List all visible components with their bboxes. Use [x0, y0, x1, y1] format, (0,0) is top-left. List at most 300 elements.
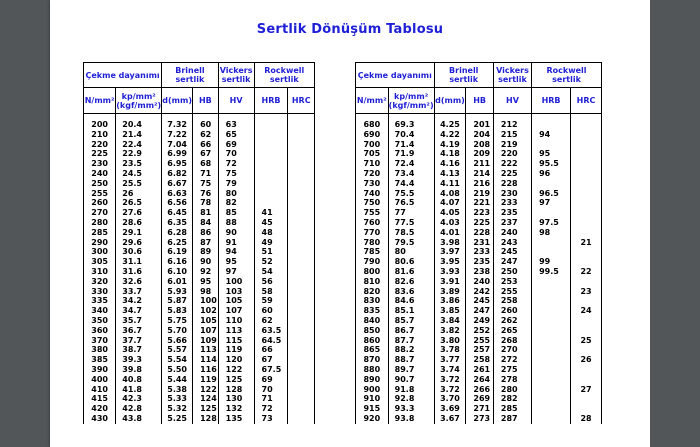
- cell-brinell-d-mm: 4.08: [434, 189, 466, 199]
- cell-tensile-kp-mm2: 92.8: [388, 394, 434, 404]
- cell-tensile-kp-mm2: 80: [388, 247, 434, 257]
- cell-rockwell-hrc: [288, 159, 315, 169]
- cell-brinell-d-mm: 3.72: [434, 385, 466, 395]
- cell-rockwell-hrb: [532, 345, 571, 355]
- header-hv: HV: [493, 88, 531, 114]
- cell-brinell-hb: 247: [466, 306, 493, 316]
- cell-tensile-kp-mm2: 79.5: [388, 238, 434, 248]
- table-row: [356, 247, 602, 257]
- cell-rockwell-hrb: 95.5: [532, 159, 571, 169]
- cell-vickers-hv: 70: [218, 149, 254, 159]
- cell-rockwell-hrb: [254, 149, 288, 159]
- cell-brinell-hb: 109: [193, 336, 219, 346]
- cell-rockwell-hrc: [288, 365, 315, 375]
- table-row: [356, 149, 602, 159]
- cell-tensile-n-mm2: 920: [356, 414, 389, 424]
- cell-vickers-hv: 222: [493, 159, 531, 169]
- cell-brinell-d-mm: 6.01: [162, 277, 193, 287]
- header-hrb: HRB: [532, 88, 571, 114]
- cell-brinell-d-mm: 3.80: [434, 336, 466, 346]
- cell-brinell-hb: 102: [193, 306, 219, 316]
- table-row: [356, 414, 602, 424]
- cell-rockwell-hrb: [254, 189, 288, 199]
- cell-brinell-hb: 204: [466, 130, 493, 140]
- cell-rockwell-hrb: [532, 336, 571, 346]
- cell-vickers-hv: 237: [493, 218, 531, 228]
- table-row: [356, 179, 602, 189]
- cell-brinell-hb: 100: [193, 296, 219, 306]
- table-row: [84, 336, 315, 346]
- cell-brinell-hb: 98: [193, 287, 219, 297]
- cell-rockwell-hrb: 49: [254, 238, 288, 248]
- cell-brinell-d-mm: 4.07: [434, 198, 466, 208]
- cell-brinell-d-mm: 7.22: [162, 130, 193, 140]
- cell-tensile-kp-mm2: 26: [116, 189, 162, 199]
- table-row: [356, 385, 602, 395]
- cell-tensile-kp-mm2: 43.8: [116, 414, 162, 424]
- cell-rockwell-hrb: 97: [532, 198, 571, 208]
- cell-brinell-hb: 114: [193, 355, 219, 365]
- cell-brinell-d-mm: 6.16: [162, 257, 193, 267]
- cell-tensile-n-mm2: 420: [84, 404, 116, 414]
- cell-brinell-hb: 208: [466, 140, 493, 150]
- cell-rockwell-hrb: 51: [254, 247, 288, 257]
- cell-vickers-hv: 233: [493, 198, 531, 208]
- cell-vickers-hv: 245: [493, 247, 531, 257]
- cell-brinell-d-mm: 3.84: [434, 316, 466, 326]
- cell-tensile-n-mm2: 700: [356, 140, 389, 150]
- cell-rockwell-hrb: 56: [254, 277, 288, 287]
- cell-brinell-d-mm: 3.86: [434, 296, 466, 306]
- cell-tensile-n-mm2: 860: [356, 336, 389, 346]
- cell-brinell-hb: 257: [466, 345, 493, 355]
- cell-brinell-d-mm: 6.63: [162, 189, 193, 199]
- cell-vickers-hv: 65: [218, 130, 254, 140]
- cell-vickers-hv: 247: [493, 257, 531, 267]
- table-row: [356, 198, 602, 208]
- cell-rockwell-hrc: [571, 140, 602, 150]
- cell-vickers-hv: 132: [218, 404, 254, 414]
- cell-rockwell-hrc: [288, 385, 315, 395]
- cell-brinell-d-mm: 3.93: [434, 267, 466, 277]
- cell-brinell-hb: 60: [193, 120, 219, 130]
- cell-rockwell-hrc: [288, 414, 315, 424]
- cell-tensile-kp-mm2: 76.5: [388, 198, 434, 208]
- cell-tensile-n-mm2: 720: [356, 169, 389, 179]
- cell-rockwell-hrb: 94: [532, 130, 571, 140]
- cell-vickers-hv: 115: [218, 336, 254, 346]
- cell-tensile-n-mm2: 865: [356, 345, 389, 355]
- cell-rockwell-hrb: 66: [254, 345, 288, 355]
- cell-rockwell-hrc: [571, 394, 602, 404]
- cell-tensile-kp-mm2: 84.6: [388, 296, 434, 306]
- table-row: [84, 277, 315, 287]
- cell-rockwell-hrc: [288, 208, 315, 218]
- cell-brinell-hb: 249: [466, 316, 493, 326]
- cell-tensile-n-mm2: 385: [84, 355, 116, 365]
- cell-rockwell-hrb: [532, 326, 571, 336]
- table-row: [84, 394, 315, 404]
- cell-brinell-d-mm: 5.32: [162, 404, 193, 414]
- cell-brinell-d-mm: 4.11: [434, 179, 466, 189]
- table-row: [356, 326, 602, 336]
- header-hv: HV: [218, 88, 254, 114]
- cell-tensile-kp-mm2: 86.7: [388, 326, 434, 336]
- cell-tensile-n-mm2: 230: [84, 159, 116, 169]
- cell-brinell-hb: 62: [193, 130, 219, 140]
- cell-brinell-hb: 233: [466, 247, 493, 257]
- cell-tensile-n-mm2: 270: [84, 208, 116, 218]
- cell-rockwell-hrb: 96.5: [532, 189, 571, 199]
- cell-rockwell-hrb: [532, 316, 571, 326]
- cell-tensile-kp-mm2: 29.6: [116, 238, 162, 248]
- table-row: [356, 140, 602, 150]
- header-brinell: Brinell sertlik: [434, 63, 493, 88]
- cell-vickers-hv: 253: [493, 277, 531, 287]
- table-row: [84, 198, 315, 208]
- cell-rockwell-hrc: [288, 277, 315, 287]
- table-row: [356, 355, 602, 365]
- table-row: [84, 189, 315, 199]
- cell-tensile-n-mm2: 740: [356, 189, 389, 199]
- cell-brinell-hb: 89: [193, 247, 219, 257]
- cell-tensile-n-mm2: 340: [84, 306, 116, 316]
- cell-tensile-n-mm2: 705: [356, 149, 389, 159]
- cell-tensile-kp-mm2: 27.6: [116, 208, 162, 218]
- cell-rockwell-hrb: [532, 238, 571, 248]
- cell-rockwell-hrb: 60: [254, 306, 288, 316]
- cell-vickers-hv: 260: [493, 306, 531, 316]
- page-title: Sertlik Dönüşüm Tablosu: [256, 22, 444, 37]
- cell-vickers-hv: 243: [493, 238, 531, 248]
- cell-brinell-hb: 86: [193, 228, 219, 238]
- cell-tensile-kp-mm2: 69.3: [388, 120, 434, 130]
- cell-brinell-d-mm: 5.75: [162, 316, 193, 326]
- cell-tensile-n-mm2: 380: [84, 345, 116, 355]
- cell-vickers-hv: 215: [493, 130, 531, 140]
- cell-brinell-hb: 116: [193, 365, 219, 375]
- cell-brinell-hb: 273: [466, 414, 493, 424]
- cell-brinell-d-mm: 4.25: [434, 120, 466, 130]
- cell-rockwell-hrb: [532, 394, 571, 404]
- cell-brinell-hb: 258: [466, 355, 493, 365]
- cell-tensile-kp-mm2: 23.5: [116, 159, 162, 169]
- table-row: [84, 316, 315, 326]
- cell-brinell-d-mm: 5.38: [162, 385, 193, 395]
- cell-vickers-hv: 107: [218, 306, 254, 316]
- cell-rockwell-hrc: 28: [571, 414, 602, 424]
- cell-brinell-hb: 245: [466, 296, 493, 306]
- cell-rockwell-hrb: 69: [254, 375, 288, 385]
- cell-brinell-hb: 75: [193, 179, 219, 189]
- cell-brinell-d-mm: 6.67: [162, 179, 193, 189]
- cell-brinell-d-mm: 3.91: [434, 277, 466, 287]
- cell-rockwell-hrc: [571, 247, 602, 257]
- cell-rockwell-hrb: [254, 169, 288, 179]
- cell-vickers-hv: 88: [218, 218, 254, 228]
- cell-rockwell-hrc: [288, 120, 315, 130]
- cell-vickers-hv: 235: [493, 208, 531, 218]
- cell-brinell-d-mm: 6.25: [162, 238, 193, 248]
- cell-brinell-d-mm: 3.72: [434, 375, 466, 385]
- cell-brinell-d-mm: 3.70: [434, 394, 466, 404]
- cell-vickers-hv: 75: [218, 169, 254, 179]
- cell-rockwell-hrc: [571, 169, 602, 179]
- cell-rockwell-hrb: 67.5: [254, 365, 288, 375]
- cell-rockwell-hrb: 70: [254, 385, 288, 395]
- cell-vickers-hv: 91: [218, 238, 254, 248]
- cell-brinell-d-mm: 4.03: [434, 218, 466, 228]
- cell-tensile-n-mm2: 390: [84, 365, 116, 375]
- cell-vickers-hv: 130: [218, 394, 254, 404]
- header-n-mm2: N/mm²: [356, 88, 389, 114]
- table-row: [356, 120, 602, 130]
- cell-brinell-d-mm: 7.04: [162, 140, 193, 150]
- cell-rockwell-hrc: [288, 355, 315, 365]
- header-hb: HB: [466, 88, 493, 114]
- viewer-gutter-right: [650, 0, 700, 447]
- document-page: [50, 0, 650, 447]
- cell-rockwell-hrb: 99: [532, 257, 571, 267]
- cell-brinell-d-mm: 6.35: [162, 218, 193, 228]
- cell-rockwell-hrc: [571, 179, 602, 189]
- table-row: [84, 238, 315, 248]
- cell-rockwell-hrc: [288, 326, 315, 336]
- cell-rockwell-hrb: [532, 404, 571, 414]
- cell-brinell-d-mm: 4.16: [434, 159, 466, 169]
- cell-brinell-d-mm: 6.82: [162, 169, 193, 179]
- table-row: [84, 247, 315, 257]
- cell-tensile-n-mm2: 800: [356, 267, 389, 277]
- cell-brinell-d-mm: 3.95: [434, 257, 466, 267]
- cell-rockwell-hrc: [288, 345, 315, 355]
- cell-brinell-d-mm: 6.56: [162, 198, 193, 208]
- conversion-table-left: [83, 62, 315, 424]
- cell-rockwell-hrc: [288, 189, 315, 199]
- cell-rockwell-hrc: [288, 287, 315, 297]
- cell-vickers-hv: 240: [493, 228, 531, 238]
- cell-rockwell-hrb: 54: [254, 267, 288, 277]
- cell-rockwell-hrc: [571, 198, 602, 208]
- cell-rockwell-hrb: 73: [254, 414, 288, 424]
- cell-vickers-hv: 287: [493, 414, 531, 424]
- cell-vickers-hv: 228: [493, 179, 531, 189]
- cell-rockwell-hrc: [571, 189, 602, 199]
- cell-vickers-hv: 79: [218, 179, 254, 189]
- cell-tensile-kp-mm2: 26.5: [116, 198, 162, 208]
- table-row: [84, 120, 315, 130]
- cell-tensile-kp-mm2: 34.2: [116, 296, 162, 306]
- cell-tensile-n-mm2: 880: [356, 365, 389, 375]
- cell-rockwell-hrc: [571, 365, 602, 375]
- cell-tensile-n-mm2: 915: [356, 404, 389, 414]
- cell-tensile-n-mm2: 320: [84, 277, 116, 287]
- cell-tensile-kp-mm2: 22.4: [116, 140, 162, 150]
- table-row: [356, 336, 602, 346]
- cell-tensile-n-mm2: 255: [84, 189, 116, 199]
- cell-vickers-hv: 272: [493, 355, 531, 365]
- cell-vickers-hv: 72: [218, 159, 254, 169]
- cell-brinell-hb: 71: [193, 169, 219, 179]
- cell-rockwell-hrc: [288, 198, 315, 208]
- cell-brinell-d-mm: 3.98: [434, 238, 466, 248]
- cell-brinell-d-mm: 6.45: [162, 208, 193, 218]
- cell-brinell-hb: 255: [466, 336, 493, 346]
- cell-brinell-d-mm: 5.66: [162, 336, 193, 346]
- table-row: [84, 414, 315, 424]
- cell-vickers-hv: 94: [218, 247, 254, 257]
- cell-rockwell-hrb: [254, 120, 288, 130]
- cell-rockwell-hrc: [288, 149, 315, 159]
- cell-tensile-n-mm2: 755: [356, 208, 389, 218]
- cell-tensile-n-mm2: 400: [84, 375, 116, 385]
- cell-vickers-hv: 110: [218, 316, 254, 326]
- cell-tensile-n-mm2: 350: [84, 316, 116, 326]
- cell-brinell-d-mm: 5.87: [162, 296, 193, 306]
- cell-brinell-d-mm: 5.50: [162, 365, 193, 375]
- cell-rockwell-hrc: 25: [571, 336, 602, 346]
- cell-tensile-kp-mm2: 75.5: [388, 189, 434, 199]
- cell-tensile-kp-mm2: 42.8: [116, 404, 162, 414]
- cell-tensile-n-mm2: 830: [356, 296, 389, 306]
- cell-vickers-hv: 258: [493, 296, 531, 306]
- cell-brinell-hb: 107: [193, 326, 219, 336]
- cell-tensile-kp-mm2: 32.6: [116, 277, 162, 287]
- cell-rockwell-hrc: [571, 404, 602, 414]
- table-row: [84, 179, 315, 189]
- cell-vickers-hv: 262: [493, 316, 531, 326]
- cell-rockwell-hrc: [571, 228, 602, 238]
- cell-vickers-hv: 82: [218, 198, 254, 208]
- cell-tensile-kp-mm2: 28.6: [116, 218, 162, 228]
- cell-tensile-kp-mm2: 85.7: [388, 316, 434, 326]
- cell-brinell-hb: 225: [466, 218, 493, 228]
- cell-vickers-hv: 103: [218, 287, 254, 297]
- cell-tensile-kp-mm2: 80.6: [388, 257, 434, 267]
- table-row: [356, 257, 602, 267]
- cell-tensile-kp-mm2: 33.7: [116, 287, 162, 297]
- cell-rockwell-hrc: [288, 247, 315, 257]
- cell-vickers-hv: 282: [493, 394, 531, 404]
- cell-vickers-hv: 95: [218, 257, 254, 267]
- cell-brinell-d-mm: 3.77: [434, 355, 466, 365]
- table-row: [356, 287, 602, 297]
- cell-tensile-n-mm2: 850: [356, 326, 389, 336]
- table-row: [356, 159, 602, 169]
- cell-tensile-n-mm2: 410: [84, 385, 116, 395]
- cell-brinell-d-mm: 5.83: [162, 306, 193, 316]
- cell-vickers-hv: 85: [218, 208, 254, 218]
- cell-tensile-kp-mm2: 70.4: [388, 130, 434, 140]
- cell-rockwell-hrb: [532, 306, 571, 316]
- cell-tensile-kp-mm2: 82.6: [388, 277, 434, 287]
- cell-brinell-hb: 67: [193, 149, 219, 159]
- cell-tensile-n-mm2: 730: [356, 179, 389, 189]
- cell-brinell-hb: 235: [466, 257, 493, 267]
- cell-brinell-hb: 238: [466, 267, 493, 277]
- cell-tensile-kp-mm2: 25.5: [116, 179, 162, 189]
- cell-brinell-d-mm: 4.05: [434, 208, 466, 218]
- cell-vickers-hv: 119: [218, 345, 254, 355]
- cell-rockwell-hrc: [288, 179, 315, 189]
- table-row: [84, 257, 315, 267]
- cell-tensile-n-mm2: 690: [356, 130, 389, 140]
- cell-brinell-d-mm: 4.22: [434, 130, 466, 140]
- cell-brinell-hb: 119: [193, 375, 219, 385]
- header-kp-mm2: kp/mm² (kgf/mm²): [388, 88, 434, 114]
- cell-tensile-n-mm2: 200: [84, 120, 116, 130]
- cell-tensile-n-mm2: 285: [84, 228, 116, 238]
- table-row: [356, 296, 602, 306]
- cell-brinell-hb: 105: [193, 316, 219, 326]
- cell-rockwell-hrb: 59: [254, 296, 288, 306]
- cell-rockwell-hrb: 52: [254, 257, 288, 267]
- cell-tensile-n-mm2: 360: [84, 326, 116, 336]
- table-row: [84, 306, 315, 316]
- cell-tensile-n-mm2: 220: [84, 140, 116, 150]
- header-d-mm: d(mm): [162, 88, 193, 114]
- cell-brinell-hb: 252: [466, 326, 493, 336]
- cell-tensile-n-mm2: 840: [356, 316, 389, 326]
- cell-tensile-kp-mm2: 90.7: [388, 375, 434, 385]
- cell-tensile-n-mm2: 760: [356, 218, 389, 228]
- cell-brinell-hb: 223: [466, 208, 493, 218]
- cell-vickers-hv: 100: [218, 277, 254, 287]
- cell-brinell-hb: 90: [193, 257, 219, 267]
- table-row: [84, 345, 315, 355]
- cell-rockwell-hrb: [254, 140, 288, 150]
- cell-tensile-n-mm2: 770: [356, 228, 389, 238]
- cell-rockwell-hrc: [571, 375, 602, 385]
- cell-rockwell-hrc: [288, 267, 315, 277]
- cell-brinell-d-mm: 7.32: [162, 120, 193, 130]
- table-row: [84, 208, 315, 218]
- table-row: [84, 130, 315, 140]
- cell-tensile-n-mm2: 790: [356, 257, 389, 267]
- header-brinell: Brinell sertlik: [162, 63, 218, 88]
- cell-vickers-hv: 135: [218, 414, 254, 424]
- cell-tensile-kp-mm2: 81.6: [388, 267, 434, 277]
- cell-rockwell-hrb: 48: [254, 228, 288, 238]
- cell-tensile-n-mm2: 250: [84, 179, 116, 189]
- cell-rockwell-hrb: 58: [254, 287, 288, 297]
- cell-brinell-d-mm: 3.67: [434, 414, 466, 424]
- cell-tensile-kp-mm2: 24.5: [116, 169, 162, 179]
- cell-rockwell-hrb: [254, 179, 288, 189]
- cell-vickers-hv: 97: [218, 267, 254, 277]
- cell-vickers-hv: 90: [218, 228, 254, 238]
- cell-tensile-kp-mm2: 21.4: [116, 130, 162, 140]
- cell-brinell-hb: 240: [466, 277, 493, 287]
- cell-rockwell-hrb: [532, 355, 571, 365]
- cell-brinell-hb: 271: [466, 404, 493, 414]
- cell-rockwell-hrc: [571, 218, 602, 228]
- cell-rockwell-hrc: 24: [571, 306, 602, 316]
- cell-brinell-d-mm: 4.01: [434, 228, 466, 238]
- cell-brinell-d-mm: 3.78: [434, 345, 466, 355]
- cell-brinell-hb: 125: [193, 404, 219, 414]
- cell-tensile-kp-mm2: 39.8: [116, 365, 162, 375]
- cell-brinell-hb: 264: [466, 375, 493, 385]
- cell-brinell-d-mm: 6.99: [162, 149, 193, 159]
- cell-tensile-n-mm2: 335: [84, 296, 116, 306]
- header-hrb: HRB: [254, 88, 288, 114]
- cell-rockwell-hrc: 21: [571, 238, 602, 248]
- conversion-table-right: [355, 62, 602, 424]
- cell-tensile-n-mm2: 890: [356, 375, 389, 385]
- cell-brinell-hb: 211: [466, 159, 493, 169]
- cell-rockwell-hrc: [288, 394, 315, 404]
